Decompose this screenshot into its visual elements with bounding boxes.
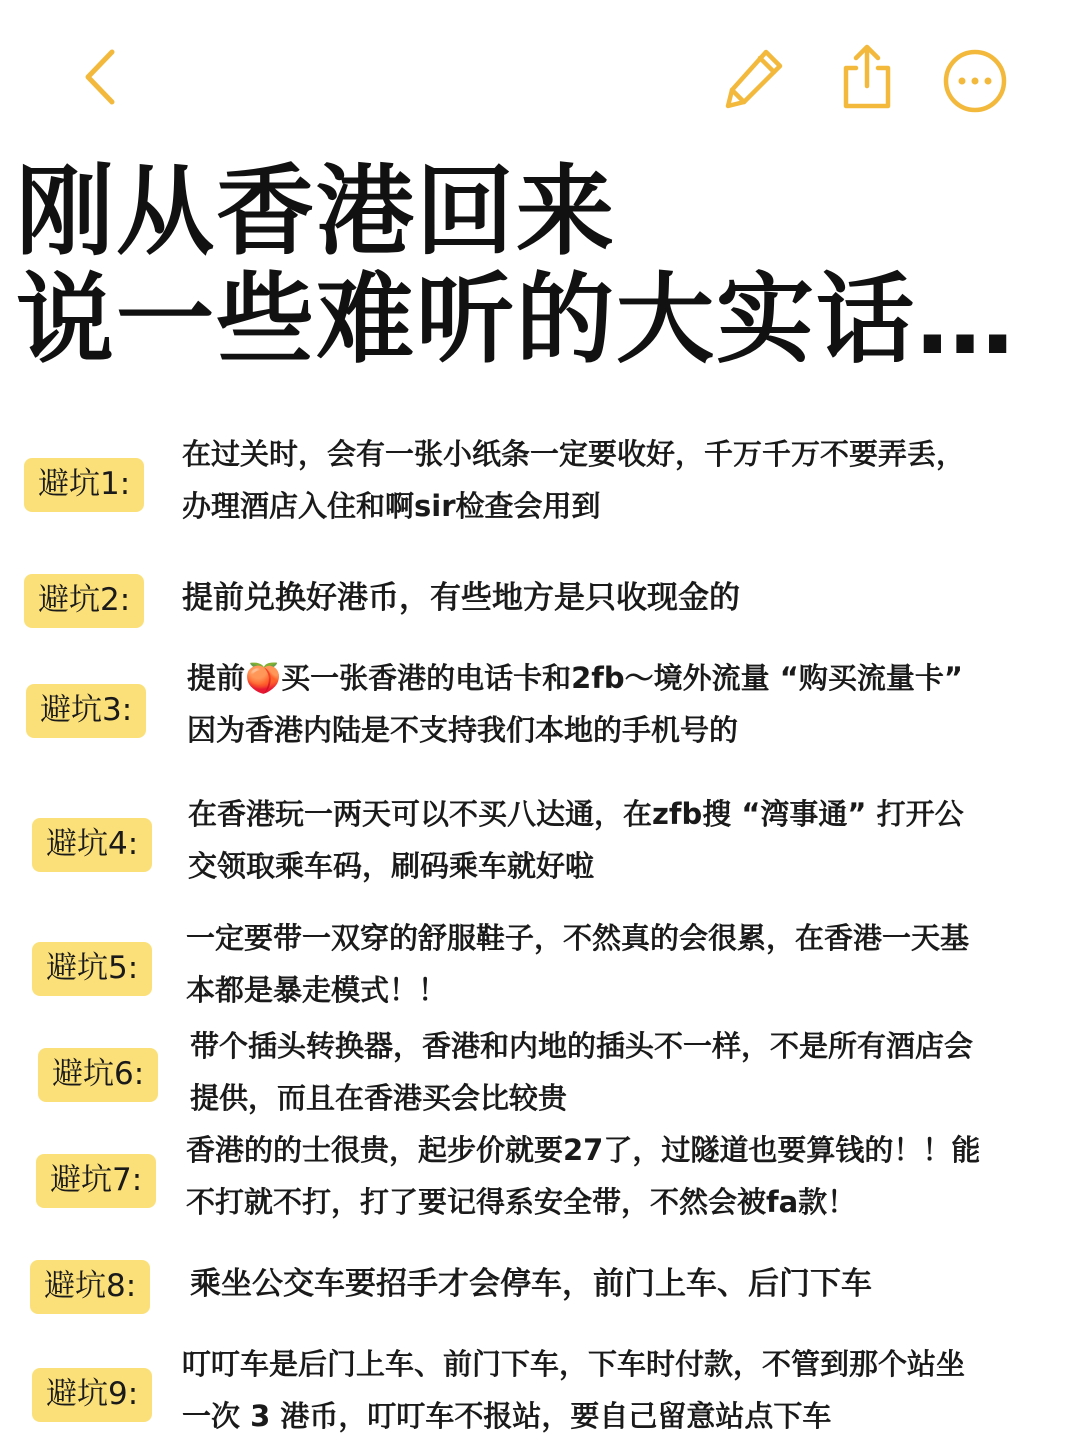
tip-line: 提前🍑买一张香港的电话卡和2fb～境外流量 “购买流量卡” [187,661,963,695]
tip-badge: 避坑2: [24,574,144,628]
tip-line: 办理酒店入住和啊sir检查会用到 [182,489,601,523]
tip-line: 香港的的士很贵，起步价就要27了，过隧道也要算钱的！！能 [186,1133,981,1167]
tip-badge: 避坑1: [24,458,144,512]
tip-badge: 避坑4: [32,818,152,872]
tip-item [0,1020,1080,1130]
tip-line: 因为香港内陆是不支持我们本地的手机号的 [187,713,739,747]
tip-text [182,428,1067,532]
tip-line: 不打就不打，打了要记得系安全带，不然会被fa款！ [186,1185,857,1219]
tip-badge: 避坑6: [38,1048,158,1102]
more-button[interactable] [942,48,1008,114]
tip-item [0,652,1080,762]
back-button[interactable] [70,42,140,112]
tip-text [187,652,1072,756]
tip-item [0,1338,1080,1443]
tip-item [0,912,1080,1022]
tip-text [182,1338,1067,1442]
title-line-2: 说一些难听的大实话… [16,263,1017,377]
share-icon [832,42,902,112]
tip-badge: 避坑7: [36,1154,156,1208]
chevron-left-icon [70,42,140,112]
tip-line: 在香港玩一两天可以不买八达通，在zfb搜 “湾事通” 打开公 [188,797,964,831]
page-title [16,155,1066,377]
tip-badge: 避坑8: [30,1260,150,1314]
tip-line: 乘坐公交车要招手才会停车，前门上车、后门下车 [190,1266,872,1302]
tip-badge: 避坑5: [32,942,152,996]
tip-line: 提供，而且在香港买会比较贵 [190,1081,568,1115]
tip-text [186,1124,1071,1228]
share-button[interactable] [832,42,902,112]
tip-line: 在过关时，会有一张小纸条一定要收好，千万千万不要弄丢， [182,437,966,471]
tip-line: 带个插头转换器，香港和内地的插头不一样，不是所有酒店会 [190,1029,974,1063]
tip-line: 本都是暴走模式！！ [186,973,448,1007]
tip-line: 提前兑换好港币，有些地方是只收现金的 [182,580,740,616]
tip-item [0,1258,1080,1318]
tip-text [186,912,1071,1016]
pencil-icon [722,44,788,110]
tip-badge: 避坑3: [26,684,146,738]
tip-line: 交领取乘车码，刷码乘车就好啦 [188,849,595,883]
tip-text [190,1258,1075,1310]
tip-line: 一次 3 港币，叮叮车不报站，要自己留意站点下车 [182,1399,832,1433]
toolbar [0,0,1080,150]
tip-item [0,428,1080,538]
tip-line: 叮叮车是后门上车、前门下车，下车时付款，不管到那个站坐 [182,1347,966,1381]
tip-text [190,1020,1075,1124]
title-line-1: 刚从香港回来 [16,155,617,269]
tip-text [182,572,1067,624]
tip-line: 一定要带一双穿的舒服鞋子，不然真的会很累，在香港一天基 [186,921,970,955]
tip-item [0,572,1080,632]
more-dots-icon [942,48,1008,114]
tip-badge: 避坑9: [32,1368,152,1422]
tip-item [0,788,1080,898]
tip-text [188,788,1073,892]
tip-item [0,1124,1080,1234]
edit-button[interactable] [722,44,788,110]
